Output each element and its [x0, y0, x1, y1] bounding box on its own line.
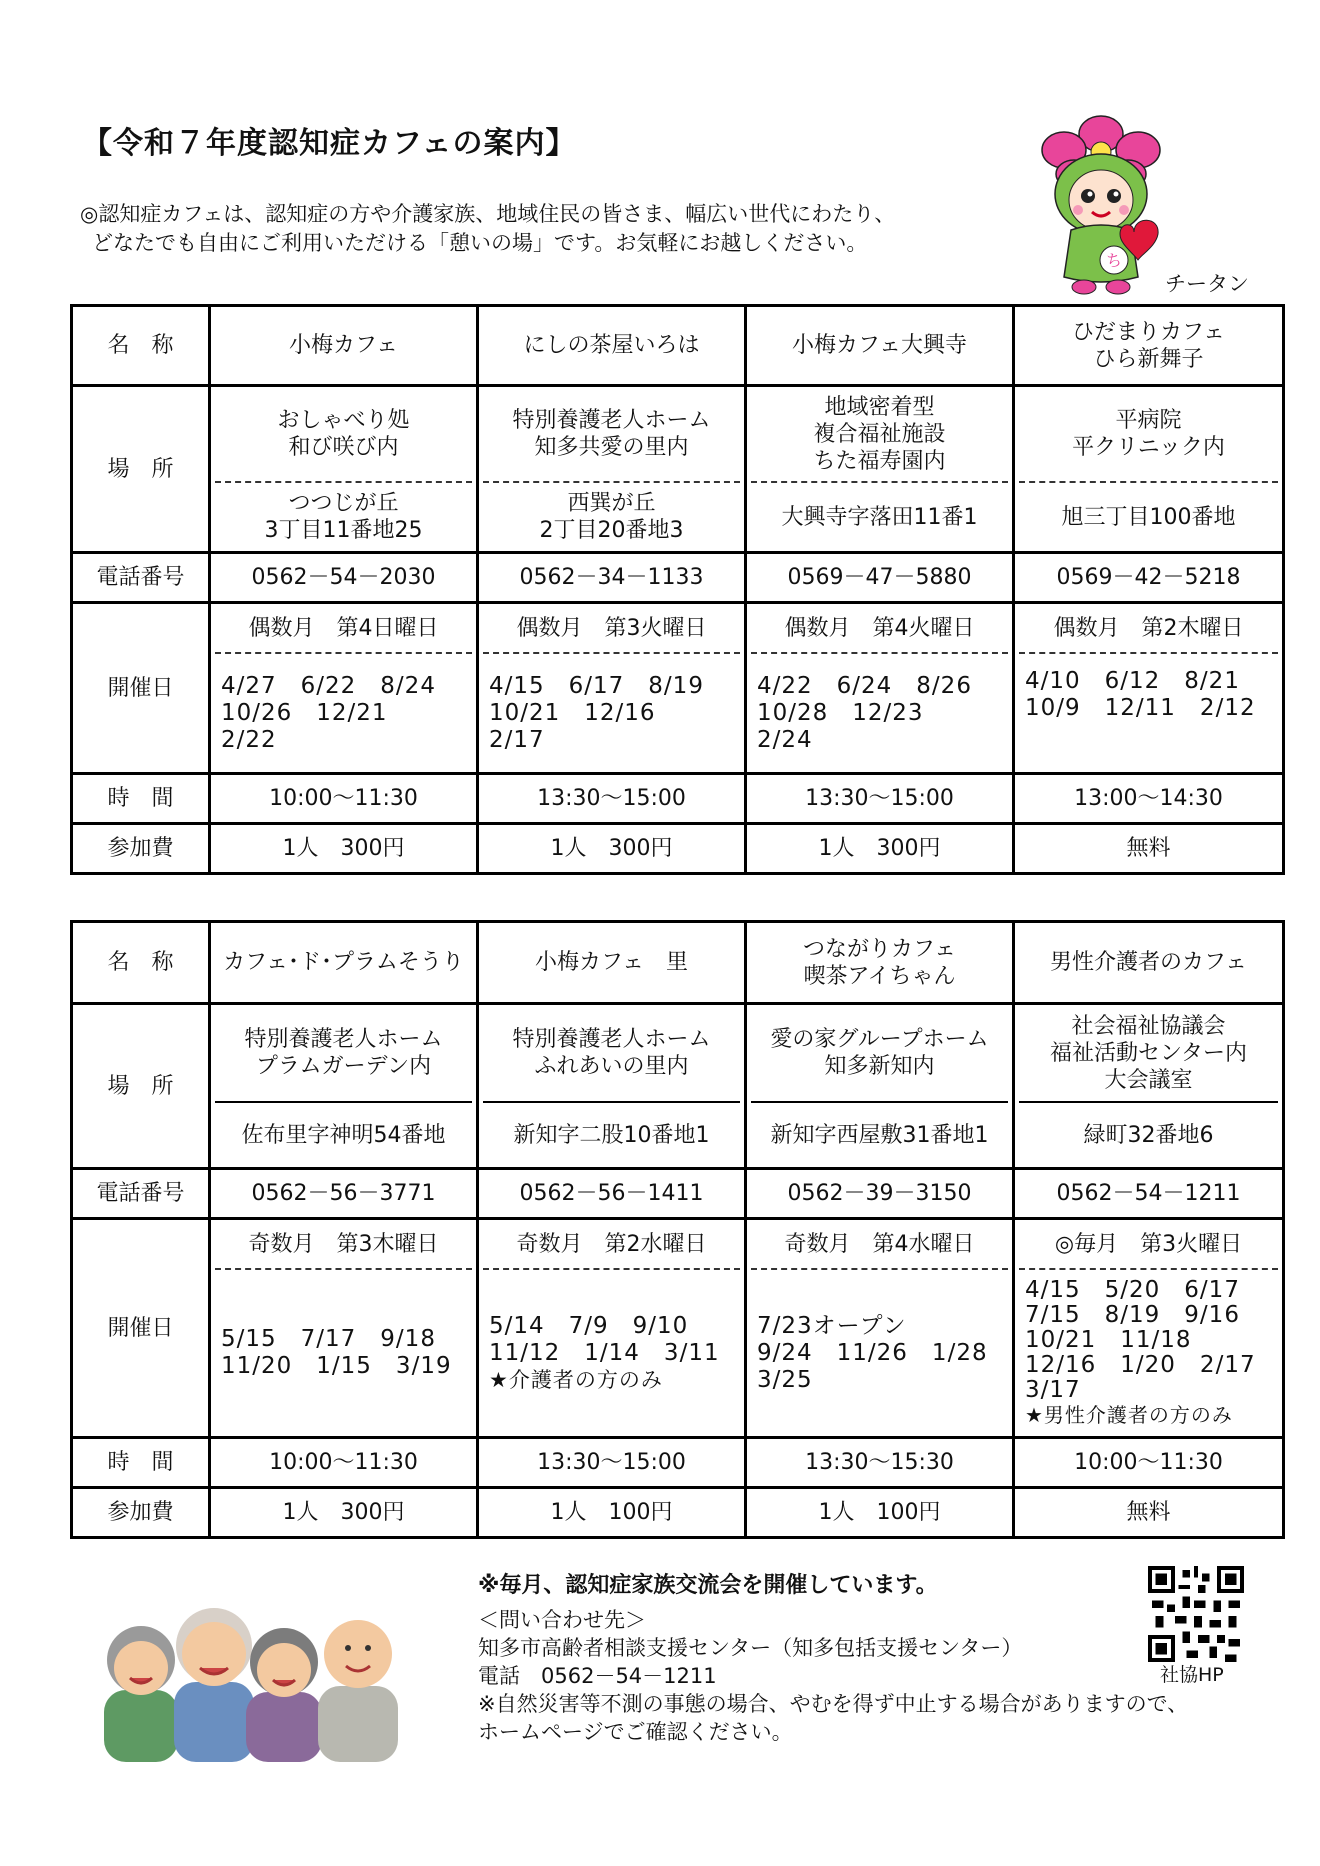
cafe-schedule: 偶数月 第2木曜日 [1019, 604, 1278, 654]
intro-line: どなたでも自由にご利用いただける「憩いの場」です。お気軽にお越しください。 [92, 231, 868, 255]
cafe-name: 小梅カフェ [210, 306, 478, 386]
cafe-time: 10:00～11:30 [210, 774, 478, 824]
row-label-place: 場 所 [72, 386, 210, 553]
cafe-table-1 [70, 304, 1285, 875]
cafe-time: 10:00～11:30 [1014, 1438, 1284, 1488]
time-row [72, 774, 1284, 824]
mascot-illustration [1026, 112, 1176, 297]
svg-text:ち: ち [1105, 251, 1123, 270]
row-label-place: 場 所 [72, 1004, 210, 1169]
cafe-place: 地域密着型 複合福祉施設 ちた福寿園内 大興寺字落田11番1 [746, 386, 1014, 553]
qr-label: 社協HP [1160, 1664, 1224, 1686]
name-row [72, 306, 1284, 386]
cafe-dates: 偶数月 第4火曜日 4/22 6/24 8/26 10/28 12/23 2/24 [746, 603, 1014, 774]
cafe-address: 佐布里字神明54番地 [241, 1122, 446, 1148]
contact-phone: 電話 0562－54－1211 [478, 1664, 717, 1688]
contact-section [478, 1572, 1188, 1746]
cafe-time: 10:00～11:30 [210, 1438, 478, 1488]
fee-row [72, 1488, 1284, 1538]
cafe-address: 新知字西屋敷31番地1 [770, 1122, 989, 1148]
cafe-schedule: ◎毎月 第3火曜日 [1019, 1220, 1278, 1270]
cafe-schedule: 偶数月 第3火曜日 [483, 604, 740, 654]
cafe-place: 特別養護老人ホーム プラムガーデン内 佐布里字神明54番地 [210, 1004, 478, 1169]
cafe-place: おしゃべり処 和び咲び内 つつじが丘 3丁目11番地25 [210, 386, 478, 553]
place-row [72, 386, 1284, 553]
qr-code-icon[interactable] [1148, 1566, 1244, 1662]
cafe-place: 特別養護老人ホーム ふれあいの里内 新知字二股10番地1 [478, 1004, 746, 1169]
cafe-dates: 奇数月 第2水曜日 5/14 7/9 9/10 11/12 1/14 3/11 ★介護者の方のみ [478, 1219, 746, 1438]
cafe-place: 社会福祉協議会 福祉活動センター内 大会議室 緑町32番地6 [1014, 1004, 1284, 1169]
place-row [72, 1004, 1284, 1169]
intro-line: ◎認知症カフェは、認知症の方や介護家族、地域住民の皆さま、幅広い世代にわたり、 [80, 202, 896, 226]
disclaimer-line: ホームページでご確認ください。 [478, 1720, 793, 1744]
cafe-name: にしの茶屋いろは [478, 306, 746, 386]
cafe-time: 13:30～15:00 [478, 1438, 746, 1488]
contact-org: 知多市高齢者相談支援センター（知多包括支援センター） [478, 1636, 1023, 1660]
date-row [72, 1219, 1284, 1438]
cafe-phone: 0562－54－1211 [1014, 1169, 1284, 1219]
cafe-schedule: 偶数月 第4日曜日 [215, 604, 472, 654]
fee-row [72, 824, 1284, 874]
phone-row [72, 553, 1284, 603]
cafe-phone: 0562－56－1411 [478, 1169, 746, 1219]
cafe-dates: 偶数月 第3火曜日 4/15 6/17 8/19 10/21 12/16 2/17 [478, 603, 746, 774]
row-label-fee: 参加費 [72, 1488, 210, 1538]
cafe-time: 13:30～15:00 [746, 774, 1014, 824]
cafe-schedule: 奇数月 第2水曜日 [483, 1220, 740, 1270]
cafe-address: 西巽が丘 2丁目20番地3 [539, 491, 684, 543]
row-label-date: 開催日 [72, 603, 210, 774]
cafe-fee: 無料 [1014, 824, 1284, 874]
cafe-fee: 無料 [1014, 1488, 1284, 1538]
cafe-time: 13:30～15:30 [746, 1438, 1014, 1488]
cafe-fee: 1人 100円 [746, 1488, 1014, 1538]
cafe-phone: 0562－56－3771 [210, 1169, 478, 1219]
row-label-phone: 電話番号 [72, 553, 210, 603]
cafe-name: 小梅カフェ大興寺 [746, 306, 1014, 386]
contact-heading: ＜問い合わせ先＞ [478, 1608, 646, 1632]
cafe-phone: 0562－54－2030 [210, 553, 478, 603]
mascot-name: チータン [1165, 272, 1249, 296]
cafe-name: ひだまりカフェ ひら新舞子 [1014, 306, 1284, 386]
cafe-name: 男性介護者のカフェ [1014, 922, 1284, 1004]
cafe-address: 新知字二股10番地1 [513, 1122, 710, 1148]
row-label-phone: 電話番号 [72, 1169, 210, 1219]
cafe-dates: 奇数月 第4水曜日 7/23オープン 9/24 11/26 1/28 3/25 [746, 1219, 1014, 1438]
row-label-name: 名 称 [72, 306, 210, 386]
monthly-notice: ※毎月、認知症家族交流会を開催しています。 [478, 1573, 938, 1598]
time-row [72, 1438, 1284, 1488]
row-label-name: 名 称 [72, 922, 210, 1004]
cafe-dates: 奇数月 第3木曜日 5/15 7/17 9/18 11/20 1/15 3/19 [210, 1219, 478, 1438]
cafe-fee: 1人 100円 [478, 1488, 746, 1538]
cafe-address: 緑町32番地6 [1083, 1122, 1214, 1148]
phone-row [72, 1169, 1284, 1219]
cafe-dates: ◎毎月 第3火曜日 4/15 5/20 6/17 7/15 8/19 9/16 10/21 11/18 12/16 1/20 2/17 3/17 ★男性介護者の方のみ [1014, 1219, 1284, 1438]
row-label-time: 時 間 [72, 774, 210, 824]
cafe-fee: 1人 300円 [746, 824, 1014, 874]
cafe-name: 小梅カフェ 里 [478, 922, 746, 1004]
cafe-phone: 0569－47－5880 [746, 553, 1014, 603]
cafe-address: 旭三丁目100番地 [1061, 504, 1236, 530]
cafe-fee: 1人 300円 [210, 824, 478, 874]
name-row [72, 922, 1284, 1004]
intro-text [80, 200, 895, 258]
cafe-place: 特別養護老人ホーム 知多共愛の里内 西巽が丘 2丁目20番地3 [478, 386, 746, 553]
cafe-phone: 0569－42－5218 [1014, 553, 1284, 603]
cafe-place: 愛の家グループホーム 知多新知内 新知字西屋敷31番地1 [746, 1004, 1014, 1169]
cafe-schedule: 偶数月 第4火曜日 [751, 604, 1008, 654]
cafe-schedule: 奇数月 第4水曜日 [751, 1220, 1008, 1270]
disclaimer-line: ※自然災害等不測の事態の場合、やむを得ず中止する場合がありますので、 [478, 1692, 1189, 1716]
row-label-time: 時 間 [72, 1438, 210, 1488]
cafe-place: 平病院 平クリニック内 旭三丁目100番地 [1014, 386, 1284, 553]
page-title: 【令和７年度認知症カフェの案内】 [82, 126, 577, 161]
cafe-address: つつじが丘 3丁目11番地25 [264, 491, 423, 543]
cafe-phone: 0562－39－3150 [746, 1169, 1014, 1219]
cafe-time: 13:00～14:30 [1014, 774, 1284, 824]
cafe-address: 大興寺字落田11番1 [781, 504, 978, 530]
cafe-name: カフェ･ド･プラムそうり [210, 922, 478, 1004]
cafe-schedule: 奇数月 第3木曜日 [215, 1220, 472, 1270]
cafe-fee: 1人 300円 [478, 824, 746, 874]
elderly-people-illustration [96, 1582, 406, 1762]
cafe-dates: 偶数月 第2木曜日 4/10 6/12 8/21 10/9 12/11 2/12 [1014, 603, 1284, 774]
cafe-time: 13:30～15:00 [478, 774, 746, 824]
row-label-fee: 参加費 [72, 824, 210, 874]
cafe-phone: 0562－34－1133 [478, 553, 746, 603]
cafe-table-2 [70, 920, 1285, 1539]
row-label-date: 開催日 [72, 1219, 210, 1438]
cafe-dates: 偶数月 第4日曜日 4/27 6/22 8/24 10/26 12/21 2/22 [210, 603, 478, 774]
cafe-name: つながりカフェ 喫茶アイちゃん [746, 922, 1014, 1004]
date-row [72, 603, 1284, 774]
cafe-fee: 1人 300円 [210, 1488, 478, 1538]
